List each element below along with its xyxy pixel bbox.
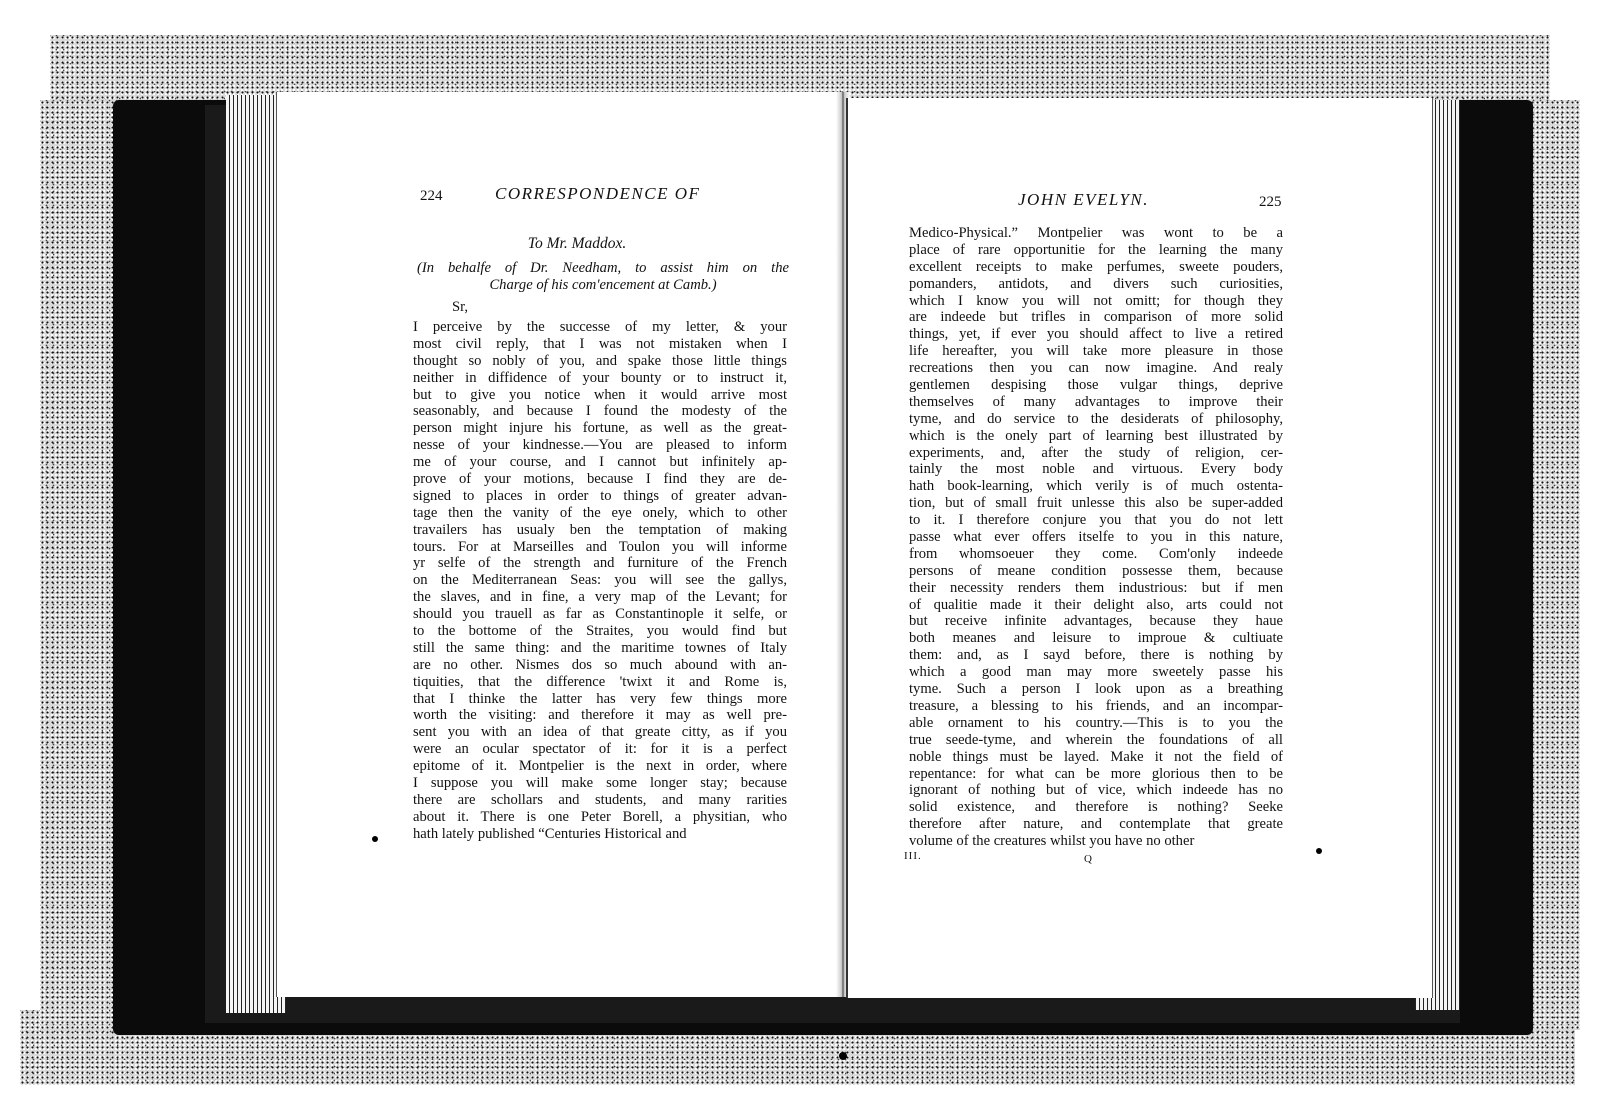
text-line: most civil reply, that I was not mistaken when I: [413, 335, 787, 352]
letter-subtitle: [417, 260, 789, 294]
text-line: place of rare opportunitie for the learning the many: [909, 241, 1283, 258]
text-line: which is the onely part of learning best illustrated by: [909, 427, 1283, 444]
text-line: volume of the creatures whilst you have no other: [909, 833, 1195, 850]
text-line: are no other. Nismes dos so much abound with an-: [413, 656, 787, 673]
left-page-number: 224: [420, 188, 443, 204]
text-line: worth the visiting: and therefore it may as well pre-: [413, 707, 787, 724]
text-line: sent you with an idea of that greate citty, as if you: [413, 724, 787, 741]
text-line: neither in diffidence of your bounty or to instruct it,: [413, 369, 787, 386]
text-line: tours. For at Marseilles and Toulon you will informe: [413, 538, 787, 555]
text-line: repentance: for what can be more glorious then to be: [909, 765, 1283, 782]
signature-volume: III.: [904, 850, 922, 862]
letter-subtitle-line: Charge of his com'encement at Camb.): [489, 277, 717, 293]
text-line: tage then the vanity of the eye onely, which to other: [413, 504, 787, 521]
text-line: nesse of your kindnesse.—You are pleased to inform: [413, 437, 787, 454]
text-line: but receive infinite advantages, because they haue: [909, 613, 1283, 630]
right-page: [846, 98, 1433, 998]
text-line: tyme. Such a person I look upon as a breathing: [909, 681, 1283, 698]
text-line: able ornament to his country.—This is to you the: [909, 714, 1283, 731]
letter-subtitle-line: (In behalfe of Dr. Needham, to assist him on the: [417, 260, 789, 276]
text-line: noble things must be layed. Make it not the field of: [909, 748, 1283, 765]
text-line: I suppose you will make some longer stay; because: [413, 775, 787, 792]
text-line: them: and, as I sayd before, there is nothing by: [909, 647, 1283, 664]
text-line: tainly the most noble and virtuous. Every body: [909, 461, 1283, 478]
text-line: to it. I therefore conjure you that you do not lett: [909, 512, 1283, 529]
text-line: recreations then you can now imagine. And realy: [909, 360, 1283, 377]
text-line: epitome of it. Montpelier is the next in order, where: [413, 758, 787, 775]
text-line: treasure, a blessing to his friends, and an incompar-: [909, 697, 1283, 714]
text-line: true seede-tyme, and wherein the foundations of all: [909, 731, 1283, 748]
text-line: gentlemen despising those vulgar things, deprive: [909, 377, 1283, 394]
text-line: prove of your motions, because I find they are de-: [413, 471, 787, 488]
margin-dot: [372, 836, 378, 842]
text-line: were an ocular spectator of it: for it is a perfect: [413, 741, 787, 758]
left-running-head: CORRESPONDENCE OF: [495, 184, 701, 203]
text-line: to the bottome of the Straites, you would find but: [413, 623, 787, 640]
text-line: seasonably, and because I found the modesty of the: [413, 403, 787, 420]
right-page-number: 225: [1259, 194, 1282, 210]
text-line: which a good man may more sweetely passe his: [909, 664, 1283, 681]
text-line: both meanes and leisure to improue & cultiuate: [909, 630, 1283, 647]
text-line: travailers has usualy ben the temptation of making: [413, 521, 787, 538]
text-line: hath book-learning, which verily is of much ostenta-: [909, 478, 1283, 495]
text-line: ignorant of nothing but of vice, which indeede has no: [909, 782, 1283, 799]
text-line: of qualitie made it their delight also, arts could not: [909, 596, 1283, 613]
left-page: [276, 92, 847, 997]
text-line: the slaves, and in fine, a very map of the Levant; for: [413, 589, 787, 606]
text-line: therefore after nature, and contemplate that greate: [909, 816, 1283, 833]
margin-dot: [1316, 848, 1322, 854]
text-line: themselves of many advantages to improve their: [909, 393, 1283, 410]
text-line: are indeede but trifles in comparison of more solid: [909, 309, 1283, 326]
text-line: which I know you will not omitt; for though they: [909, 292, 1283, 309]
text-line: their necessity renders them industrious: but if men: [909, 579, 1283, 596]
margin-dot: [839, 1052, 847, 1060]
text-line: tiquities, that the difference 'twixt it and Rome is,: [413, 673, 787, 690]
text-line: hath lately published “Centuries Historical and: [413, 825, 687, 842]
salutation: Sr,: [452, 299, 469, 315]
scanner-background-left: [40, 100, 120, 1030]
text-line: but to give you notice when it would arrive most: [413, 386, 787, 403]
text-line: still the same thing: and the maritime townes of Italy: [413, 639, 787, 656]
text-line: me of your course, and I cannot but infinitely ap-: [413, 454, 787, 471]
letter-title: To Mr. Maddox.: [527, 235, 627, 252]
text-line: solid existence, and therefore is nothing? Seeke: [909, 799, 1283, 816]
text-line: that I thinke the latter has very few things more: [413, 690, 787, 707]
text-line: thought so nobly of you, and spake those little things: [413, 352, 787, 369]
left-page-body: [413, 319, 787, 843]
text-line: tion, but of small fruit unlesse this also be super-added: [909, 495, 1283, 512]
text-line: person might injure his fortune, as well as the great-: [413, 420, 787, 437]
text-line: there are schollars and students, and many rarities: [413, 791, 787, 808]
text-line: Medico-Physical.” Montpelier was wont to be a: [909, 225, 1283, 241]
text-line: tyme, and do service to the desiderats of philosophy,: [909, 410, 1283, 427]
text-line: things, yet, if ever you should affect to live a retired: [909, 326, 1283, 343]
text-line: I perceive by the successe of my letter, & your: [413, 319, 787, 335]
text-line: on the Mediterranean Seas: you will see the gallys,: [413, 572, 787, 589]
text-line: about it. There is one Peter Borell, a physitian, who: [413, 808, 787, 825]
text-line: signed to places in order to things of greater advan-: [413, 487, 787, 504]
right-page-body: [909, 225, 1283, 850]
text-line: persons of meane condition possesse them, because: [909, 562, 1283, 579]
text-line: passe what ever offers itselfe to you in this nature,: [909, 529, 1283, 546]
text-line: yr selfe of the strength and furniture of the French: [413, 555, 787, 572]
text-line: pomanders, antidots, and divers such curiosities,: [909, 275, 1283, 292]
text-line: from whomsoeuer they come. Com'only indeede: [909, 545, 1283, 562]
text-line: life hereafter, you will take more pleasure in those: [909, 343, 1283, 360]
signature-letter: Q: [1084, 853, 1093, 865]
text-line: experiments, and, after the study of religion, cer-: [909, 444, 1283, 461]
text-line: excellent receipts to make perfumes, sweete pouders,: [909, 258, 1283, 275]
text-line: should you trauell as far as Constantinople it selfe, or: [413, 606, 787, 623]
right-running-head: JOHN EVELYN.: [1018, 190, 1149, 209]
